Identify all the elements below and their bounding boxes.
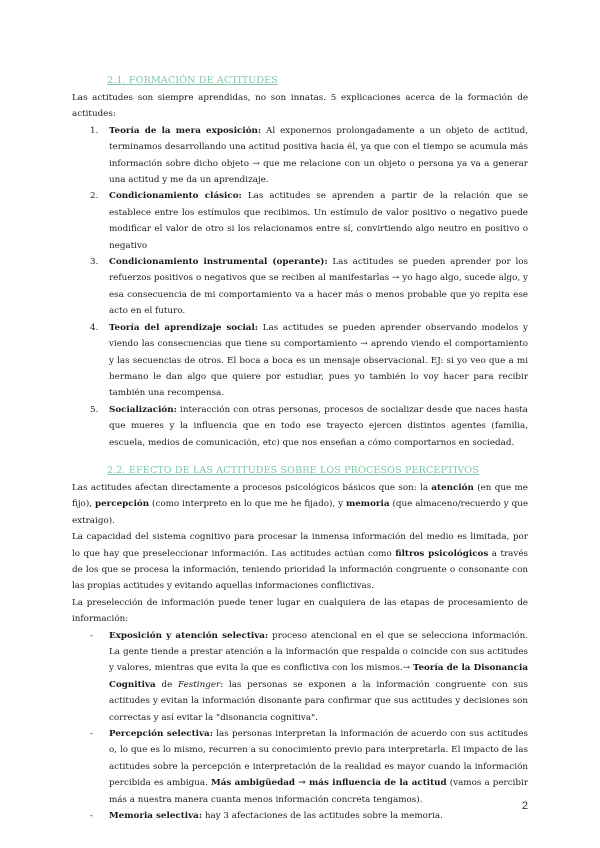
item-term: Condicionamiento instrumental (operante): xyxy=(109,257,328,268)
list-item: 1. Teoría de la mera exposición: Al exponernos prolongadamente a un objeto de actitud, terminamos desarrollando una actitud positiva hacia él, ya que con el tiempo se acumula más información sobre dicho objeto → que me relacione con un objeto o persona ya va a generar una actitud y me da un aprendizaje. xyxy=(90,125,528,186)
item-term: Exposición y atención selectiva: xyxy=(109,630,269,641)
selective-processes-list xyxy=(72,628,528,825)
paragraph-processes: Las actitudes afectan directamente a procesos psicológicos básicos que son: la atención (en que me fijo), percepción (como interpreto en lo que me he fijado), y memoria (que almaceno/recuerdo y que extraigo). xyxy=(72,482,529,526)
section-intro: Las actitudes son siempre aprendidas, no son innatas. 5 explicaciones acerca de la formación de actitudes: xyxy=(72,93,528,120)
item-term: Teoría del aprendizaje social: xyxy=(109,322,259,333)
list-item: - Exposición y atención selectiva: proceso atencional en el que se selecciona información. La gente tiende a prestar atención a la información que respalda o coincide con sus actitudes y valores, mientras que evita la que es conflictiva con los mismos.→ Teoría de la Disonancia Cognitiva de Festinger: las personas se exponen a la información congruente con sus actitudes y evitan la información disonante para confirmar que sus actitudes y decisiones son correctas y así evitar la "disonancia cognitiva". xyxy=(90,630,528,723)
section-heading-formacion: 2.1. FORMACIÓN DE ACTITUDES xyxy=(107,75,278,86)
list-item: 2. Condicionamiento clásico: Las actitudes se aprenden a partir de la relación que se establece entre los estímulos que recibimos. Un estímulo de valor positivo o negativo puede modificar el valor de otro si los relacionamos entre sí, convirtiendo algo neutro en positivo o negativo xyxy=(90,191,528,251)
item-term: Condicionamiento clásico: xyxy=(109,191,242,202)
page-number: 2 xyxy=(521,800,528,812)
list-item: 4. Teoría del aprendizaje social: Las actitudes se pueden aprender observando modelos y viendo las consecuencias que tiene su comportamiento → aprendo viendo el comportamiento y las secuencias de otros. El boca a boca es un mensaje observacional. EJ: si yo veo que a mi hermano le dan algo que quiere por estudiar, pues yo también lo voy hacer para recibir también una recompensa. xyxy=(90,322,528,399)
list-item: - Memoria selectiva: hay 3 afectaciones de las actitudes sobre la memoria. xyxy=(90,811,443,822)
item-term: Teoría de la mera exposición: xyxy=(109,125,262,136)
formation-theories-list xyxy=(72,123,528,451)
paragraph-filters: La capacidad del sistema cognitivo para procesar la inmensa información del medio es limitada, por lo que hay que preseleccionar información. Las actitudes actúan como filtros psicológicos a través de los que se procesa la información, teniendo prioridad la información congruente o consonante con las propias actitudes y evitando aquellas informaciones conflictivas. xyxy=(72,532,529,592)
item-term: Memoria selectiva: xyxy=(109,811,203,822)
list-item: 3. Condicionamiento instrumental (operante): Las actitudes se pueden aprender por los refuerzos positivos o negativos que se reciben al manifestarlas → yo hago algo, sucede algo, y esa consecuencia de mi comportamiento va a hacer más o menos probable que yo repita ese acto en el futuro. xyxy=(90,257,528,317)
item-term: Percepción selectiva: xyxy=(109,729,213,740)
list-item: - Percepción selectiva: las personas interpretan la información de acuerdo con sus actitudes o, lo que es lo mismo, recurren a su conocimiento previo para interpretarla. El impacto de las actitudes sobre la percepción e interpretación de la realidad es mayor cuando la información percibida es ambigua. Más ambigüedad → más influencia de la actitud (vamos a percibir más a nuestra manera cuanta menos información concreta tengamos). xyxy=(90,729,529,805)
item-term: Socialización: xyxy=(109,404,177,415)
document-page xyxy=(72,74,528,824)
paragraph-preselection: La preselección de información puede tener lugar en cualquiera de las etapas de procesamiento de información: xyxy=(72,597,528,625)
section-heading-efecto: 2.2. EFECTO DE LAS ACTITUDES SOBRE LOS PROCESOS PERCEPTIVOS xyxy=(107,464,479,476)
list-item: 5. Socialización: interacción con otras personas, procesos de socializar desde que naces hasta que mueres y la influencia que en todo ese trayecto ejercen distintos agentes (familia, escuela, medios de comunicación, etc) que nos enseñan a cómo comportarnos en sociedad. xyxy=(90,404,528,448)
